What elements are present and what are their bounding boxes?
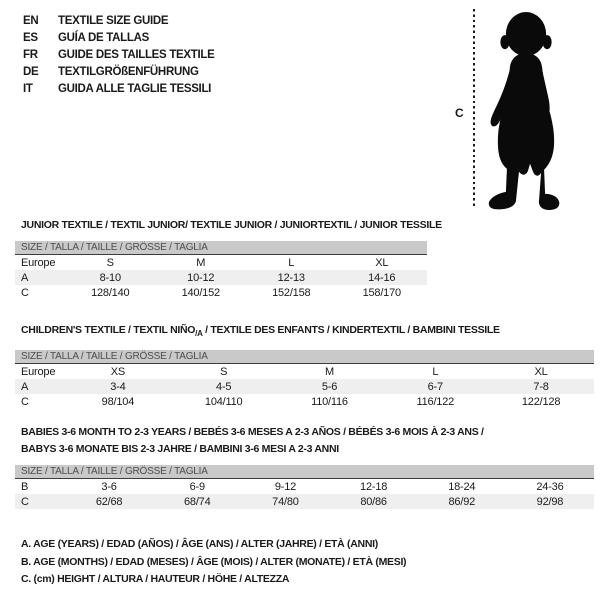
table-cell: S (106, 256, 114, 269)
table-cell: 14-16 (368, 271, 396, 284)
table-cell: 4-5 (216, 380, 232, 393)
height-measure-dotted-line (473, 9, 475, 207)
table-cell: 6-9 (189, 480, 205, 493)
babies-section-heading (21, 424, 484, 458)
table-cell: 116/122 (416, 395, 455, 408)
heading-text: / TEXTILE DES ENFANTS / KINDERTEXTIL / BAMBINI TESSILE (202, 324, 500, 336)
table-cell: 68/74 (183, 495, 211, 508)
heading-line-1: BABIES 3-6 MONTH TO 2-3 YEARS / BEBÉS 3-6 MESES A 2-3 AÑOS / BÉBÉS 3-6 MOIS À 2-3 ANS / (21, 426, 484, 438)
table-cell: 128/140 (91, 286, 130, 299)
lang-code: ES (23, 32, 38, 44)
table-row-height (15, 494, 594, 509)
junior-size-table (15, 241, 427, 300)
list-item (23, 81, 215, 98)
table-cell: 74/80 (272, 495, 299, 508)
lang-title: GUIDA ALLE TAGLIE TESSILI (58, 83, 212, 95)
table-row-age (15, 270, 427, 285)
table-row-height (15, 285, 427, 300)
table-row-height (15, 394, 594, 409)
size-table-header: SIZE / TALLA / TAILLE / GRÖSSE / TAGLIA (15, 241, 427, 255)
row-label: C (21, 395, 29, 408)
table-cell: 12-18 (360, 480, 388, 493)
table-cell: 80/86 (360, 495, 387, 508)
lang-title: TEXTILGRÖßENFÜHRUNG (58, 66, 199, 78)
legend-footnotes (21, 536, 406, 589)
lang-title: TEXTILE SIZE GUIDE (58, 15, 169, 27)
babies-size-table (15, 465, 594, 509)
table-row-age-months (15, 479, 594, 494)
lang-code: FR (23, 49, 38, 61)
table-cell: 152/158 (272, 286, 311, 299)
row-label: Europe (21, 365, 56, 378)
table-cell: 140/152 (181, 286, 220, 299)
junior-section-heading: JUNIOR TEXTILE / TEXTIL JUNIOR/ TEXTILE JUNIOR / JUNIORTEXTIL / JUNIOR TESSILE (21, 219, 442, 231)
table-cell: 98/104 (101, 395, 135, 408)
row-label: A (21, 271, 29, 284)
lang-code: DE (23, 66, 39, 78)
footnote-b: B. AGE (MONTHS) / EDAD (MESES) / ÂGE (MOIS) / ALTER (MONATE) / ETÀ (MESI) (21, 555, 407, 568)
table-cell: 8-10 (99, 271, 121, 284)
table-row-europe (15, 364, 594, 379)
row-label: A (21, 380, 29, 393)
table-cell: 110/116 (311, 395, 348, 408)
row-label: C (21, 286, 29, 299)
table-cell: 18-24 (448, 480, 476, 493)
table-cell: XS (110, 365, 126, 378)
row-label: Europe (21, 256, 56, 269)
table-cell: M (325, 365, 334, 378)
list-item (23, 64, 215, 81)
table-cell: 62/68 (95, 495, 123, 508)
size-table-header: SIZE / TALLA / TAILLE / GRÖSSE / TAGLIA (15, 465, 594, 479)
table-cell: L (432, 365, 439, 378)
children-size-table (15, 350, 594, 409)
table-cell: 12-13 (277, 271, 305, 284)
table-cell: 3-6 (101, 480, 117, 493)
row-label: B (21, 480, 29, 493)
table-cell: 3-4 (110, 380, 126, 393)
table-cell: L (288, 256, 295, 269)
table-cell: M (196, 256, 206, 269)
footnote-c: C. (cm) HEIGHT / ALTURA / HAUTEUR / HÖHE / ALTEZZA (21, 573, 290, 585)
table-cell: XL (375, 256, 389, 269)
table-cell: 158/170 (362, 286, 401, 299)
toddler-silhouette-image (485, 11, 567, 212)
table-cell: S (220, 365, 228, 378)
lang-title: GUIDE DES TAILLES TEXTILE (58, 49, 215, 61)
lang-code: IT (23, 83, 33, 95)
table-cell: 122/128 (521, 395, 561, 408)
table-cell: 6-7 (427, 380, 443, 393)
table-row-age (15, 379, 594, 394)
row-label: C (21, 495, 29, 508)
list-item (23, 13, 215, 30)
heading-line-2: BABYS 3-6 MONATE BIS 2-3 JAHRE / BAMBINI 3-6 MESI A 2-3 ANNI (21, 443, 339, 455)
height-label-c: C (455, 106, 464, 120)
children-section-heading (21, 322, 500, 342)
table-cell: XL (534, 365, 548, 378)
language-title-list (23, 13, 215, 98)
size-table-header: SIZE / TALLA / TAILLE / GRÖSSE / TAGLIA (15, 350, 594, 364)
list-item (23, 47, 215, 64)
heading-subscript: /A (195, 329, 203, 339)
table-cell: 5-6 (321, 380, 338, 393)
table-cell: 10-12 (187, 271, 215, 284)
footnote-a: A. AGE (YEARS) / EDAD (AÑOS) / ÂGE (ANS) / ALTER (JAHRE) / ETÀ (ANNI) (21, 538, 378, 550)
table-cell: 86/92 (448, 495, 476, 508)
lang-title: GUÍA DE TALLAS (58, 32, 149, 44)
table-cell: 24-36 (536, 480, 564, 493)
heading-text: CHILDREN'S TEXTILE / TEXTIL NIÑO (21, 324, 196, 336)
table-cell: 92/98 (536, 495, 564, 508)
list-item (23, 30, 215, 47)
table-cell: 7-8 (533, 380, 549, 393)
table-cell: 104/110 (204, 395, 243, 408)
table-cell: 9-12 (274, 480, 297, 493)
lang-code: EN (23, 15, 39, 27)
table-row-europe (15, 255, 427, 270)
